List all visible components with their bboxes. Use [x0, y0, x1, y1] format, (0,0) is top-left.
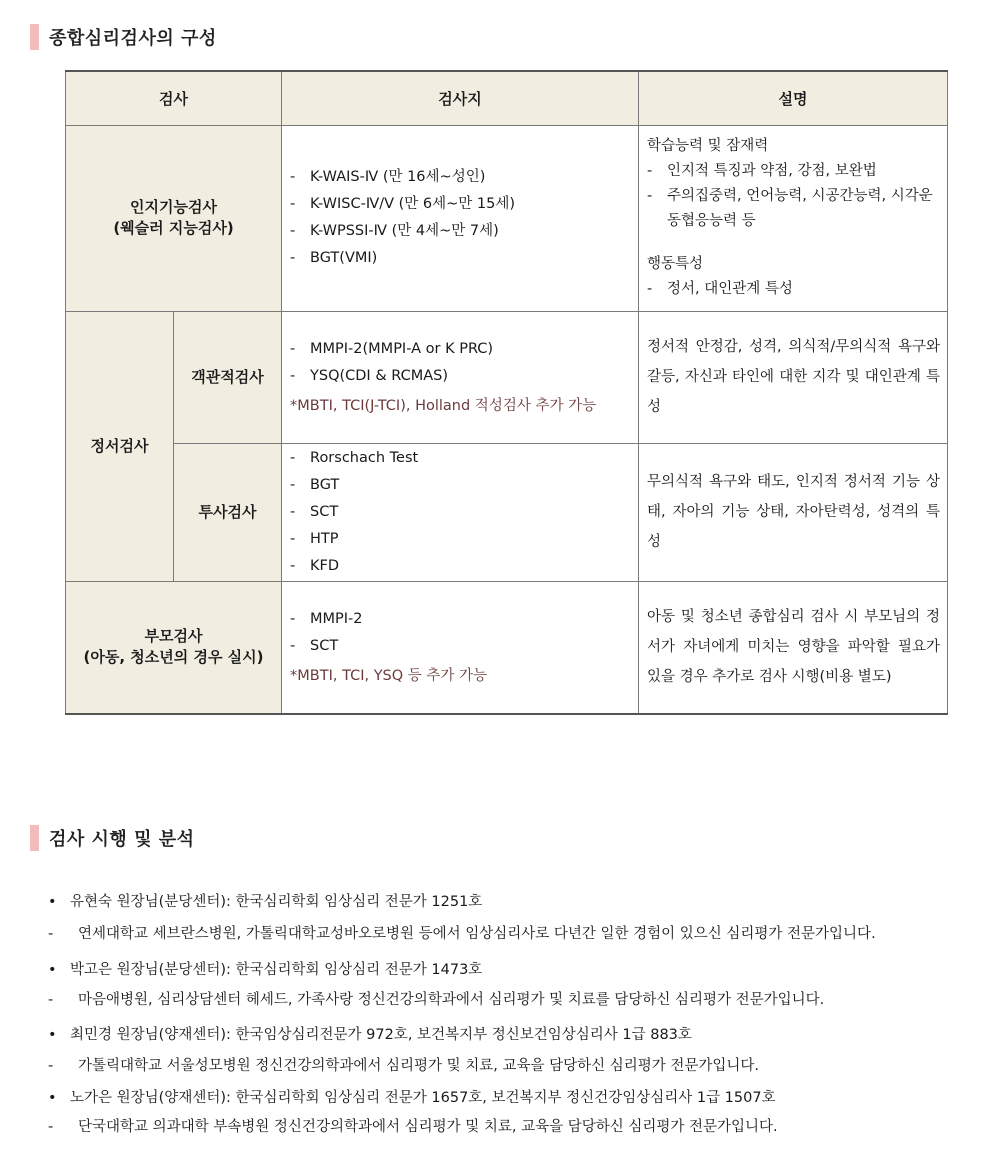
list-item: - MMPI-2 — [290, 611, 363, 628]
subcategory-projective: 투사검사 — [174, 443, 282, 581]
desc-item: - 인지적 특징과 약점, 강점, 보완법 — [647, 163, 877, 179]
section-title-text: 검사 시행 및 분석 — [49, 829, 195, 850]
list-item: - KFD — [290, 557, 340, 574]
cognitive-description — [639, 125, 948, 311]
category-sublabel: (웩슬러 지능검사) — [113, 219, 234, 237]
table-row-parent — [66, 581, 948, 714]
objective-description: 정서적 안정감, 성격, 의식적/무의식적 욕구와 갈등, 자신과 타인에 대한 지각 및 대인관계 특성 — [639, 311, 948, 443]
table-row-objective — [66, 311, 948, 443]
desc-heading: 행동특성 — [647, 256, 704, 272]
parent-description: 아동 및 청소년 종합심리 검사 시 부모님의 정서가 자녀에게 미치는 영향을 파악할 필요가 있을 경우 추가로 검사 시행(비용 별도) — [639, 581, 948, 714]
staff-detail-3: - 가톨릭대학교 서울성모병원 정신건강의학과에서 심리평가 및 치료, 교육을 담당하신 심리평가 전문가입니다. — [48, 1058, 760, 1074]
category-label: 부모검사 — [144, 627, 203, 646]
staff-name-4: • 노가은 원장님(양재센터): 한국심리학회 임상심리 전문가 1657호, 보건복지부 정신건강임상심리사 1급 1507호 — [48, 1090, 776, 1106]
list-item: - BGT(VMI) — [290, 250, 378, 266]
staff-detail-2: - 마음애병원, 심리상담센터 헤세드, 가족사랑 정신건강의학과에서 심리평가 및 치료를 담당하신 심리평가 전문가입니다. — [48, 992, 825, 1008]
list-item: - YSQ(CDI & RCMAS) — [290, 368, 449, 384]
category-cognitive — [66, 125, 282, 311]
list-item: - K-WAIS-Ⅳ (만 16세~성인) — [290, 169, 486, 185]
category-parent — [66, 581, 282, 714]
projective-tests — [282, 443, 639, 581]
desc-item: - 정서, 대인관계 특성 — [647, 281, 793, 297]
additional-note: *MBTI, TCI, YSQ 등 추가 가능 — [290, 668, 488, 685]
subcategory-objective: 객관적검사 — [174, 311, 282, 443]
staff-name-2: • 박고은 원장님(분당센터): 한국심리학회 임상심리 전문가 1473호 — [48, 962, 483, 978]
staff-name-3: • 최민경 원장님(양재센터): 한국임상심리전문가 972호, 보건복지부 정신보건임상심리사 1급 883호 — [48, 1027, 692, 1043]
table-row-projective — [66, 443, 948, 581]
title-accent-bar — [30, 825, 39, 851]
list-item: - SCT — [290, 503, 339, 520]
staff-name-1: • 유현숙 원장님(분당센터): 한국심리학회 임상심리 전문가 1251호 — [48, 894, 483, 910]
list-item: - SCT — [290, 638, 339, 655]
list-item: - HTP — [290, 530, 339, 547]
list-item: - K-WPSSI-Ⅳ (만 4세~만 7세) — [290, 223, 499, 239]
test-list — [282, 164, 638, 272]
section-title-text: 종합심리검사의 구성 — [49, 28, 217, 49]
section-title-composition — [30, 24, 217, 50]
table-header-row — [66, 71, 948, 125]
list-item: - K-WISC-Ⅳ/Ⅴ (만 6세~만 15세) — [290, 196, 516, 212]
parent-tests — [282, 581, 639, 714]
header-description: 설명 — [639, 71, 948, 125]
list-item: - Rorschach Test — [290, 449, 419, 466]
category-label: 인지기능검사 — [130, 198, 217, 216]
category-sublabel: (아동, 청소년의 경우 실시) — [83, 648, 264, 667]
test-composition-table — [65, 70, 948, 715]
list-item: - BGT — [290, 476, 340, 493]
test-list — [282, 606, 638, 660]
section-title-analysis — [30, 825, 195, 851]
staff-detail-4: - 단국대학교 의과대학 부속병원 정신건강의학과에서 심리평가 및 치료, 교육을 담당하신 심리평가 전문가입니다. — [48, 1119, 778, 1135]
test-list — [282, 336, 638, 390]
projective-description: 무의식적 욕구와 태도, 인지적 정서적 기능 상태, 자아의 기능 상태, 자아탄력성, 성격의 특성 — [639, 443, 948, 581]
category-emotional: 정서검사 — [66, 311, 174, 581]
cognitive-tests — [282, 125, 639, 311]
additional-note: *MBTI, TCI(J-TCI), Holland 적성검사 추가 가능 — [290, 398, 597, 414]
desc-heading: 학습능력 및 잠재력 — [647, 138, 769, 154]
objective-tests — [282, 311, 639, 443]
staff-detail-1: - 연세대학교 세브란스병원, 가톨릭대학교성바오로병원 등에서 임상심리사로 다년간 일한 경험이 있으신 심리평가 전문가입니다. — [48, 926, 876, 942]
test-list — [282, 445, 638, 580]
header-sheet: 검사지 — [282, 71, 639, 125]
table-row-cognitive — [66, 125, 948, 311]
list-item: - MMPI-2(MMPI-A or K PRC) — [290, 341, 494, 357]
desc-item: - 주의집중력, 언어능력, 시공간능력, 시각운동협응능력 등 — [647, 188, 933, 229]
header-test: 검사 — [66, 71, 282, 125]
title-accent-bar — [30, 24, 39, 50]
